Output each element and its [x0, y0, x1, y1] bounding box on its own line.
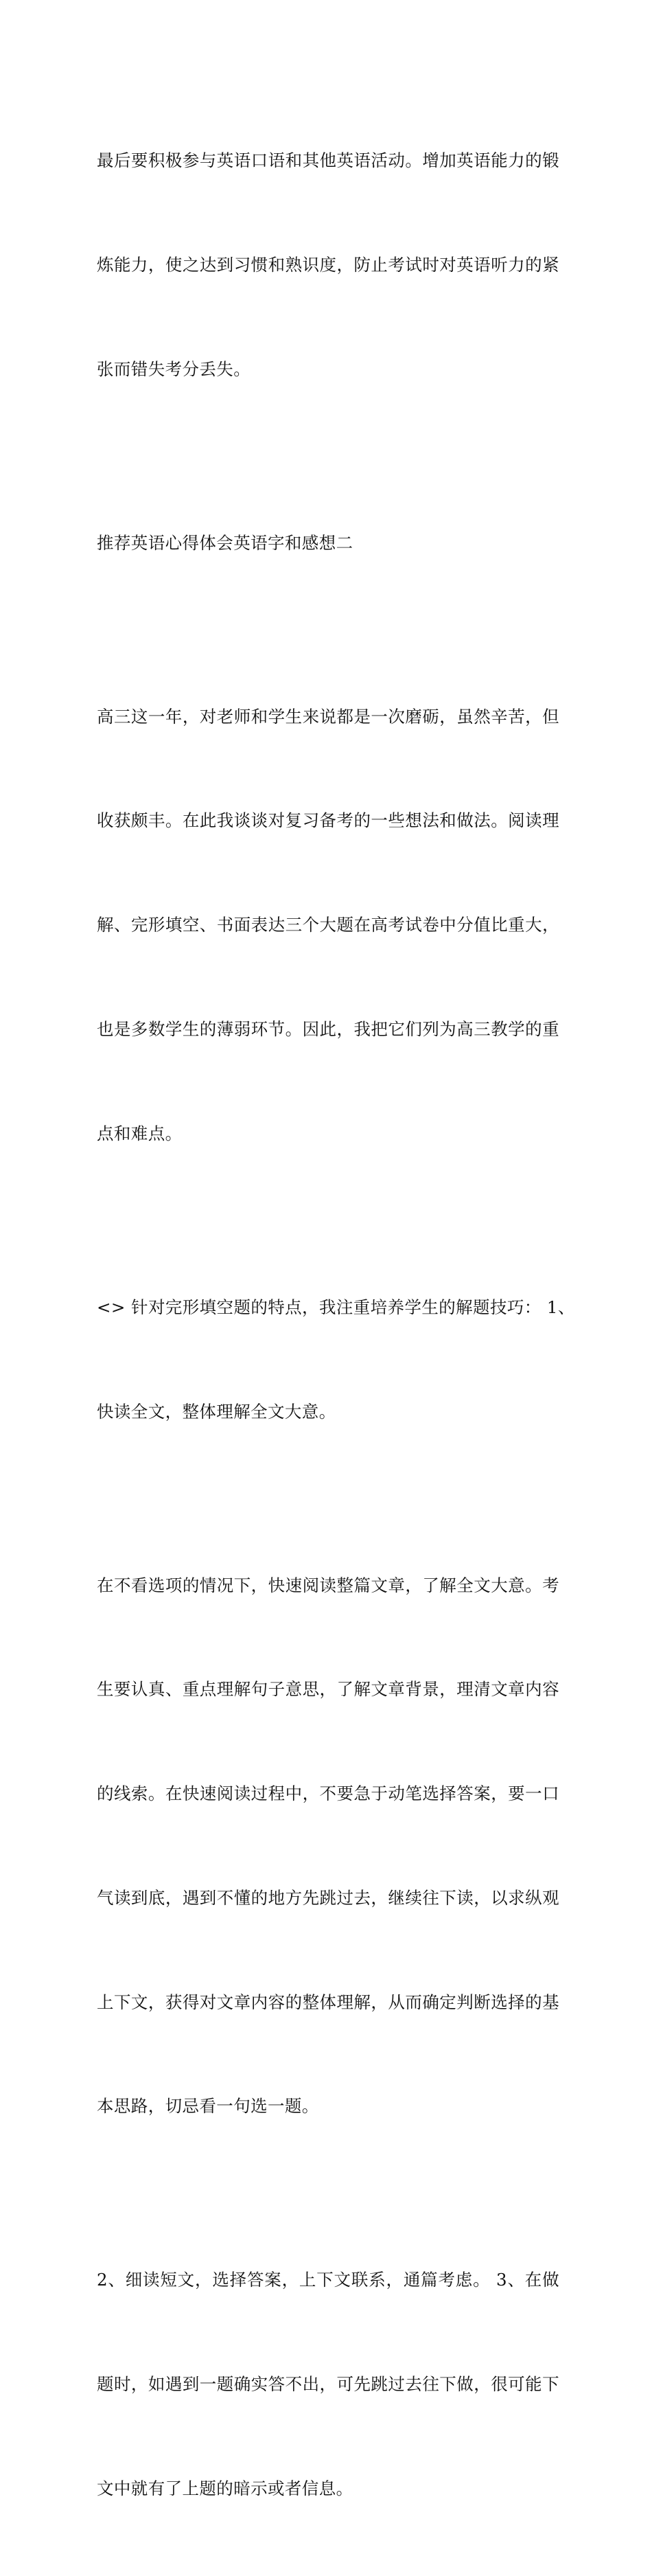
section-heading: [97, 457, 559, 630]
text-line: 生要认真、重点理解句子意思，了解文章背景，理清文章内容: [97, 1679, 559, 1700]
paragraph-fast-reading: [97, 1498, 559, 2193]
text-line: 2、细读短文，选择答案，上下文联系，通篇考虑。 3、在做: [97, 2270, 559, 2290]
text-line: 气读到底，遇到不懂的地方先跳过去，继续往下读，以求纵观: [97, 1887, 559, 1908]
text-line: 收获颇丰。在此我谈谈对复习备考的一些想法和做法。阅读理: [97, 810, 559, 831]
text-line: 点和难点。: [97, 1123, 183, 1143]
paragraph-senior-year: [97, 630, 559, 1221]
text-line: 本思路，切忌看一句选一题。: [97, 2096, 319, 2117]
document-body: [97, 74, 575, 2576]
text-line: 最后要积极参与英语口语和其他英语活动。增加英语能力的锻: [97, 150, 559, 171]
paragraph-detailed-reading: [97, 2193, 559, 2576]
text-line: 题时，如遇到一题确实答不出，可先跳过去往下做，很可能下: [97, 2374, 559, 2395]
text-line: 解、完形填空、书面表达三个大题在高考试卷中分值比重大，: [97, 915, 559, 935]
text-line: 炼能力，使之达到习惯和熟识度，防止考试时对英语听力的紧: [97, 254, 559, 275]
paragraph-english-activities: [97, 74, 559, 457]
text-line: 高三这一年，对老师和学生来说都是一次磨砺，虽然辛苦，但: [97, 706, 559, 727]
text-line: 上下文，获得对文章内容的整体理解，从而确定判断选择的基: [97, 1992, 559, 2012]
paragraph-cloze-tips: [97, 1221, 575, 1499]
text-line: 文中就有了上题的暗示或者信息。: [97, 2478, 353, 2498]
heading-line: 推荐英语心得体会英语字和感想二: [97, 532, 353, 553]
text-line: 也是多数学生的薄弱环节。因此，我把它们列为高三教学的重: [97, 1019, 559, 1040]
text-line: 张而错失考分丢失。: [97, 358, 251, 379]
text-line: 在不看选项的情况下，快速阅读整篇文章，了解全文大意。考: [97, 1575, 559, 1595]
text-line: 快读全文，整体理解全文大意。: [97, 1401, 336, 1422]
text-line: <> 针对完形填空题的特点，我注重培养学生的解题技巧： 1、: [97, 1297, 575, 1317]
text-line: 的线索。在快速阅读过程中，不要急于动笔选择答案，要一口: [97, 1783, 559, 1804]
